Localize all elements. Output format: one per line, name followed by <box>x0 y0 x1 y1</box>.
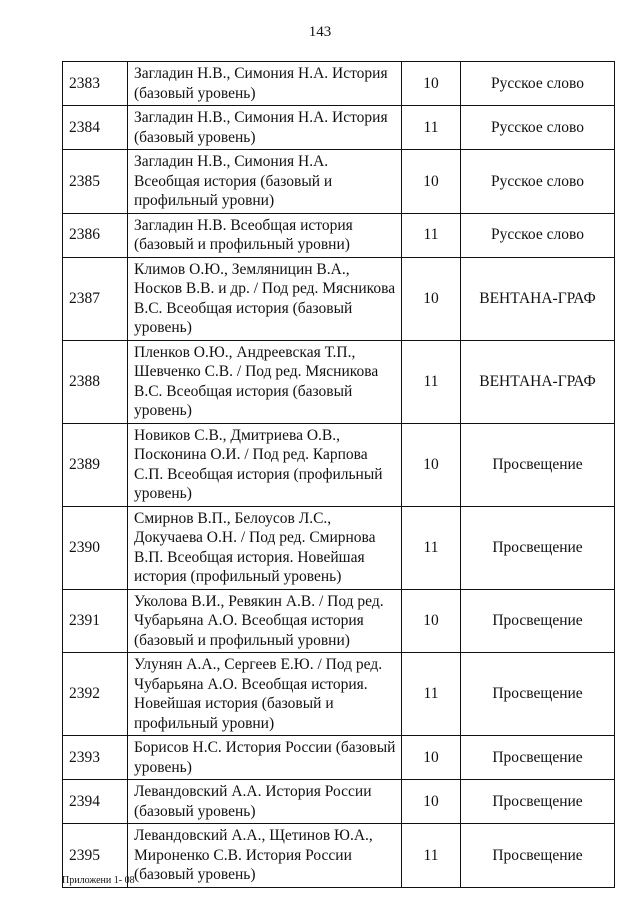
table-row <box>63 423 615 506</box>
entry-grade: 11 <box>402 213 461 257</box>
entry-number: 2390 <box>63 506 128 589</box>
entry-number: 2393 <box>63 736 128 780</box>
entry-publisher: Просвещение <box>461 423 615 506</box>
entry-grade: 11 <box>402 653 461 736</box>
table-row <box>63 506 615 589</box>
table-row <box>63 213 615 257</box>
entry-title: Климов О.Ю., Земляницин В.А., Носков В.В. и др. / Под ред. Мясникова В.С. Всеобщая история (базовый уровень) <box>128 257 402 340</box>
entry-grade: 10 <box>402 736 461 780</box>
entry-publisher: Просвещение <box>461 589 615 653</box>
entry-title: Уколова В.И., Ревякин А.В. / Под ред. Чубарьяна А.О. Всеобщая история (базовый и профильный уровни) <box>128 589 402 653</box>
entry-grade: 10 <box>402 257 461 340</box>
entry-number: 2387 <box>63 257 128 340</box>
entry-publisher: Русское слово <box>461 213 615 257</box>
entry-grade: 11 <box>402 824 461 888</box>
entry-grade: 10 <box>402 150 461 214</box>
table-row <box>63 150 615 214</box>
entry-publisher: Просвещение <box>461 780 615 824</box>
entry-publisher: Просвещение <box>461 736 615 780</box>
table-row <box>63 106 615 150</box>
entry-publisher: Просвещение <box>461 506 615 589</box>
table-row <box>63 780 615 824</box>
entry-title: Загладин Н.В., Симония Н.А. История (базовый уровень) <box>128 106 402 150</box>
entry-grade: 10 <box>402 423 461 506</box>
textbook-table-body <box>63 62 615 888</box>
entry-title: Левандовский А.А. История России (базовый уровень) <box>128 780 402 824</box>
entry-title: Загладин Н.В., Симония Н.А. Всеобщая история (базовый и профильный уровни) <box>128 150 402 214</box>
entry-number: 2392 <box>63 653 128 736</box>
entry-grade: 11 <box>402 340 461 423</box>
entry-publisher: ВЕНТАНА-ГРАФ <box>461 340 615 423</box>
table-row <box>63 824 615 888</box>
entry-grade: 11 <box>402 506 461 589</box>
entry-publisher: Просвещение <box>461 824 615 888</box>
entry-title: Новиков С.В., Дмитриева О.В., Посконина О.И. / Под ред. Карпова С.П. Всеобщая история (профильный уровень) <box>128 423 402 506</box>
page-number: 143 <box>308 24 332 40</box>
table-row <box>63 257 615 340</box>
entry-number: 2395 <box>63 824 128 888</box>
entry-number: 2384 <box>63 106 128 150</box>
entry-grade: 10 <box>402 62 461 106</box>
entry-number: 2388 <box>63 340 128 423</box>
entry-title: Левандовский А.А., Щетинов Ю.А., Мироненко С.В. История России (базовый уровень) <box>128 824 402 888</box>
table-row <box>63 653 615 736</box>
entry-title: Загладин Н.В., Симония Н.А. История (базовый уровень) <box>128 62 402 106</box>
table-row <box>63 340 615 423</box>
entry-publisher: Русское слово <box>461 106 615 150</box>
entry-title: Борисов Н.С. История России (базовый уровень) <box>128 736 402 780</box>
entry-number: 2391 <box>63 589 128 653</box>
entry-title: Загладин Н.В. Всеобщая история (базовый и профильный уровни) <box>128 213 402 257</box>
table-row <box>63 589 615 653</box>
entry-publisher: Русское слово <box>461 62 615 106</box>
entry-title: Улунян А.А., Сергеев Е.Ю. / Под ред. Чубарьяна А.О. Всеобщая история. Новейшая история (базовый и профильный уровни) <box>128 653 402 736</box>
entry-number: 2386 <box>63 213 128 257</box>
entry-title: Пленков О.Ю., Андреевская Т.П., Шевченко С.В. / Под ред. Мясникова В.С. Всеобщая история (базовый уровень) <box>128 340 402 423</box>
table-row <box>63 736 615 780</box>
footer-note: Приложени 1- 08 <box>62 875 135 886</box>
entry-number: 2389 <box>63 423 128 506</box>
table-row <box>63 62 615 106</box>
entry-number: 2394 <box>63 780 128 824</box>
entry-publisher: Просвещение <box>461 653 615 736</box>
entry-number: 2383 <box>63 62 128 106</box>
textbook-table <box>62 61 615 888</box>
entry-number: 2385 <box>63 150 128 214</box>
entry-grade: 11 <box>402 106 461 150</box>
entry-publisher: Русское слово <box>461 150 615 214</box>
entry-grade: 10 <box>402 589 461 653</box>
entry-grade: 10 <box>402 780 461 824</box>
entry-publisher: ВЕНТАНА-ГРАФ <box>461 257 615 340</box>
entry-title: Смирнов В.П., Белоусов Л.С., Докучаева О.Н. / Под ред. Смирнова В.П. Всеобщая история. Новейшая история (профильный уровень) <box>128 506 402 589</box>
